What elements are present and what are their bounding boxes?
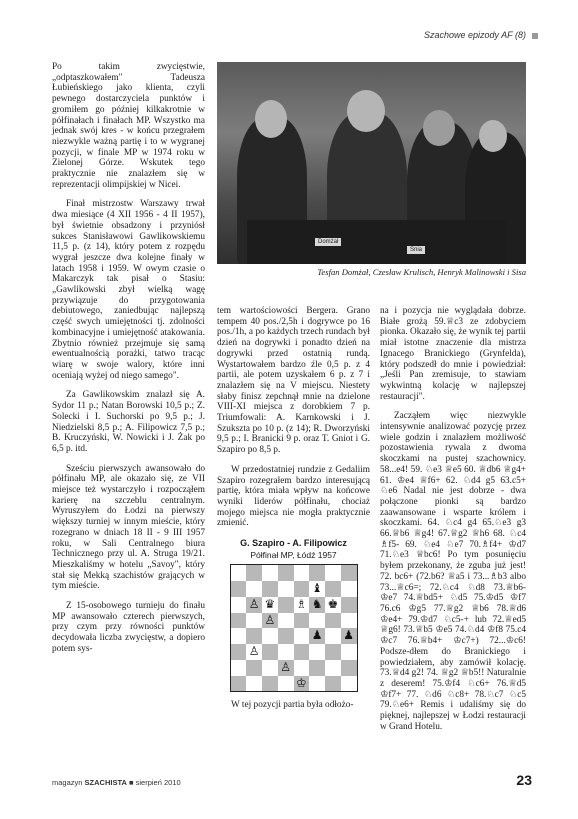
board-square	[309, 613, 325, 629]
photo-head	[423, 110, 455, 146]
paragraph: tem wartościowości Bergera. Grano tempem 40 pos./2,5h i dogrywce po 16 pos./1h, a po każdych trzech rundach był dzień na dogrywki i ponadto dzień na dogrywki przed ostatnią rundą. Wystartowałem bardzo źle 0,5 p. z 4 partii, ale potem uzyskałem 6 p. z 7 i znalazłem się na V miejscu. Niestety słaby finisz zepchnął mnie na dzielone VIII-XI miejsca z dorobkiem 7 p. Triumfowali: A. Karnkowski i J. Szukszta po 10 p. (z 14); R. Dworzyński 9,5 p.; I. Branicki 9 p. oraz T. Gniot i G. Szapiro po 8,5 p.	[217, 306, 370, 456]
board-square	[309, 660, 325, 676]
board-square	[278, 597, 294, 613]
board-square: ♙	[246, 597, 262, 613]
photo-table	[247, 220, 506, 264]
board-square	[309, 565, 325, 581]
game-title: G. Szapiro - A. Filipowicz	[240, 538, 347, 549]
board-square	[278, 581, 294, 597]
board-square: ♙	[262, 613, 278, 629]
board-square	[231, 613, 247, 629]
column-1	[52, 62, 205, 664]
board-square	[246, 628, 262, 644]
chess-diagram	[230, 564, 358, 692]
board-square	[262, 581, 278, 597]
board-square	[341, 660, 357, 676]
board-square	[278, 613, 294, 629]
board-square: ♛	[262, 597, 278, 613]
column-3	[380, 306, 526, 741]
board-square	[246, 581, 262, 597]
board-square	[325, 676, 341, 692]
board-square	[341, 581, 357, 597]
board-square	[341, 644, 357, 660]
board-square	[325, 660, 341, 676]
board-square	[246, 613, 262, 629]
board-square	[231, 628, 247, 644]
photo-caption: Tesfan Domżał, Czesław Krulisch, Henryk Malinowski i Sisa	[317, 267, 526, 277]
paragraph: Sześciu pierwszych awansowało do półfinału MP, ale okazało się, ze VII miejsce też wystarczyło i rozpocząłem karierę na szczeblu centralnym. Wyruszyłem do Łodzi na pierwszy większy turniej w innym mieście, który rozegrano w dniach 18 II - 9 III 1957 roku, w Sali Centralnego biura Technicznego przy ul. A. Struga 19/21. Mieszkaliśmy w hotelu „Savoy", który stał się Mekką szachistów grających w tym mieście.	[52, 463, 205, 592]
board-square: ♔	[294, 676, 310, 692]
paragraph: Z 15-osobowego turnieju do finału MP awansowało czterech pierwszych, przy czym przy równości punktów decydowała liczba zwycięstw, a dopiero potem sys-	[52, 601, 205, 654]
board-square	[262, 660, 278, 676]
board-square	[341, 597, 357, 613]
board-square	[231, 676, 247, 692]
footer-name: SZACHISTA	[84, 778, 127, 787]
board-square	[262, 565, 278, 581]
board-square	[231, 565, 247, 581]
photo-head	[347, 90, 385, 132]
running-header-title: Szachowe epizody AF (8)	[423, 30, 526, 40]
paragraph: W przedostatniej rundzie z Gedaliim Szapiro rozegrałem bardzo interesującą partię, która miała wpływ na końcowe wyniki liderów półfinału, chociaż mojego miejsca nie mogła praktycznie zmienić.	[217, 464, 370, 529]
footer-date: sierpień 2010	[135, 778, 181, 787]
board-square: ♙	[246, 644, 262, 660]
board-square	[262, 644, 278, 660]
footer	[52, 778, 181, 787]
board-square	[325, 581, 341, 597]
board-square	[309, 676, 325, 692]
paragraph: W tej pozycji partia była odłożo-	[231, 700, 354, 711]
board-square	[341, 676, 357, 692]
board-square: ♝	[309, 581, 325, 597]
board-square	[325, 565, 341, 581]
board-square: ♟	[341, 628, 357, 644]
board-square	[341, 565, 357, 581]
board-square	[231, 597, 247, 613]
paragraph: na i pozycja nie wyglądała dobrze. Białe grożą 59.♕c3 ze zdobyciem pionka. Okazało się, że wynik tej partii miał istotne znaczenie dla mistrza Ignacego Branickiego (Grynfelda), który podszedł do mnie i powiedział: „Jeśli Pan zremisuje, to stawiam wykwintną kolację w najlepszej restauracji".	[380, 306, 526, 402]
photo-chess-players	[217, 62, 526, 264]
board-square	[294, 581, 310, 597]
board-square	[231, 660, 247, 676]
board-square	[325, 613, 341, 629]
board-square	[278, 676, 294, 692]
photo-name-sign: Domżał	[315, 238, 341, 246]
photo-head	[255, 100, 287, 138]
footer-separator: ■	[129, 778, 134, 787]
board-square: ♙	[278, 660, 294, 676]
board-square: ♟	[309, 628, 325, 644]
board-square	[262, 676, 278, 692]
board-square	[309, 644, 325, 660]
board-square	[246, 676, 262, 692]
photo-head	[479, 120, 507, 152]
page-number: 23	[516, 772, 532, 788]
paragraph: Finał mistrzostw Warszawy trwał dwa miesiące (4 XII 1956 - 4 II 1957), był świetnie obsadzony i przyniósł sukces Stanisławowi Gawlikowskiemu 11,5 p. (z 14), który potem z rozpędu wygrał jeszcze dwa kolejne finały w latach 1958 i 1959. W owym czasie o Makarczyk tak pisał o Stasiu: „Gawlikowski zbył wielką wagę przywiązuje do przygotowania debiutowego, zaniedbując najlepszą część swych umiejętności tj. zdolności kombinacyjne i umiejętność atakowania. Zbytnio również przejmuje się samą ewentualnością porażki, tatwo tracąc wiarę w swoje walory, które inni oceniają wyżej od niego samego".	[52, 199, 205, 381]
paragraph: Po takim zwycięstwie, „odptaszkowałem" Tadeusza Łubieńskiego jako klienta, czyli pewnego dostarczyciela punktów i gromiłem go później kilkakrotnie w półfinałach i finałach MP. Wszystko ma jednak swój kres - w końcu przegrałem niezwykle ważną partię i to w wygranej pozycji, w finale MP w 1974 roku w Zielonej Górze. Wskutek tego praktycznie nie znalazłem się w reprezentacji olimpijskiej w Nicei.	[52, 62, 205, 190]
photo-name-sign: Śnia	[407, 246, 425, 254]
board-square	[246, 565, 262, 581]
header-square-icon	[532, 33, 538, 39]
board-square	[278, 565, 294, 581]
board-square: ♗	[294, 597, 310, 613]
running-header	[424, 30, 538, 40]
board-square	[341, 613, 357, 629]
paragraph: Za Gawlikowskim znalazł się A. Sydor 11 p.; Natan Borowski 10,5 p.; Z. Solecki i I. Suchorski po 9,5 p.; J. Niedzielski 8,5 p.; A. Filipowicz 7,5 p.; B. Kruczyński, W. Nowicki i J. Żak po 6,5 p. itd.	[52, 390, 205, 454]
game-subtitle: Półfinał MP, Łódź 1957	[250, 549, 337, 560]
board-square	[294, 628, 310, 644]
column-2	[217, 306, 370, 720]
footer-magazine: magazyn	[52, 778, 83, 787]
board-square	[231, 644, 247, 660]
board-square	[231, 581, 247, 597]
board-square: ♞	[309, 597, 325, 613]
paragraph: Zacząłem więc niezwykle intensywnie analizować pozycję przez wiele godzin i znalazłem możliwość pozostawienia rywala z dwoma skoczkami na pustej szachownicy. 58...e4! 59. ♘e3 ♕e5 60. ♕db6 ♕g4+ 61. ♔e4 ♕f6+ 62. ♘d4 g5 63.c5+ ♘e6 Nadal nie jest dobrze - dwa połączone pionki są bardzo zaawansowane i wsparte królem i skoczkami. 64. ♘c4 g4 65.♘e3 g3 66.♕b6 ♕g4! 67.♕g2 ♕h6 68. ♘c4 ♗f5- 69. ♘e4 ♘e7 70.♗f4+ ♔d7 71.♘e3 ♕bc6! Po tym posunięciu byłem przekonany, że zguba już jest! 72. bc6+ (72.b6? ♕a5 i 73...♗b3 albo 73...♕c6=; 72.♘c4 ♘d8 73.♕b6- ♔e7 74.♕bd5+ ♘d5 75.♔d5 ♔f7 76.c6 ♔g5 77.♕g2 ♕b6 78.♕d6 ♔e4+ 79.♔d7 ♘c5-+ lub 72.♕ed5 ♕g6! 73.♕b5 ♔e5 74.♘d4 ♔f8 75.c4 ♔c7 76.♕b4+ ♔c7+) 72...♔c6! Podsze-dłem do Branickiego i powiedziałem, aby zamówił kolację. 73.♕d4 g2! 74. ♕g2 ♕b5!! Naturalnie z deserem! 75.♔f4 ♘c6+ 76.♕d5 ♔f7+ 77. ♘d6 ♘c8+ 78.♘c7 ♘c5 79.♘e6+ Remis i udaliśmy się do pięknej, najlepszej w Łodzi restauracji w Grand Hotelu.	[380, 411, 526, 732]
board-square	[262, 628, 278, 644]
board-square	[246, 660, 262, 676]
board-square	[325, 628, 341, 644]
board-square	[278, 628, 294, 644]
board-square	[325, 644, 341, 660]
board-square	[278, 644, 294, 660]
board-square: ♚	[325, 597, 341, 613]
board-square	[294, 644, 310, 660]
board-square	[294, 565, 310, 581]
board-square	[294, 613, 310, 629]
board-square	[294, 660, 310, 676]
